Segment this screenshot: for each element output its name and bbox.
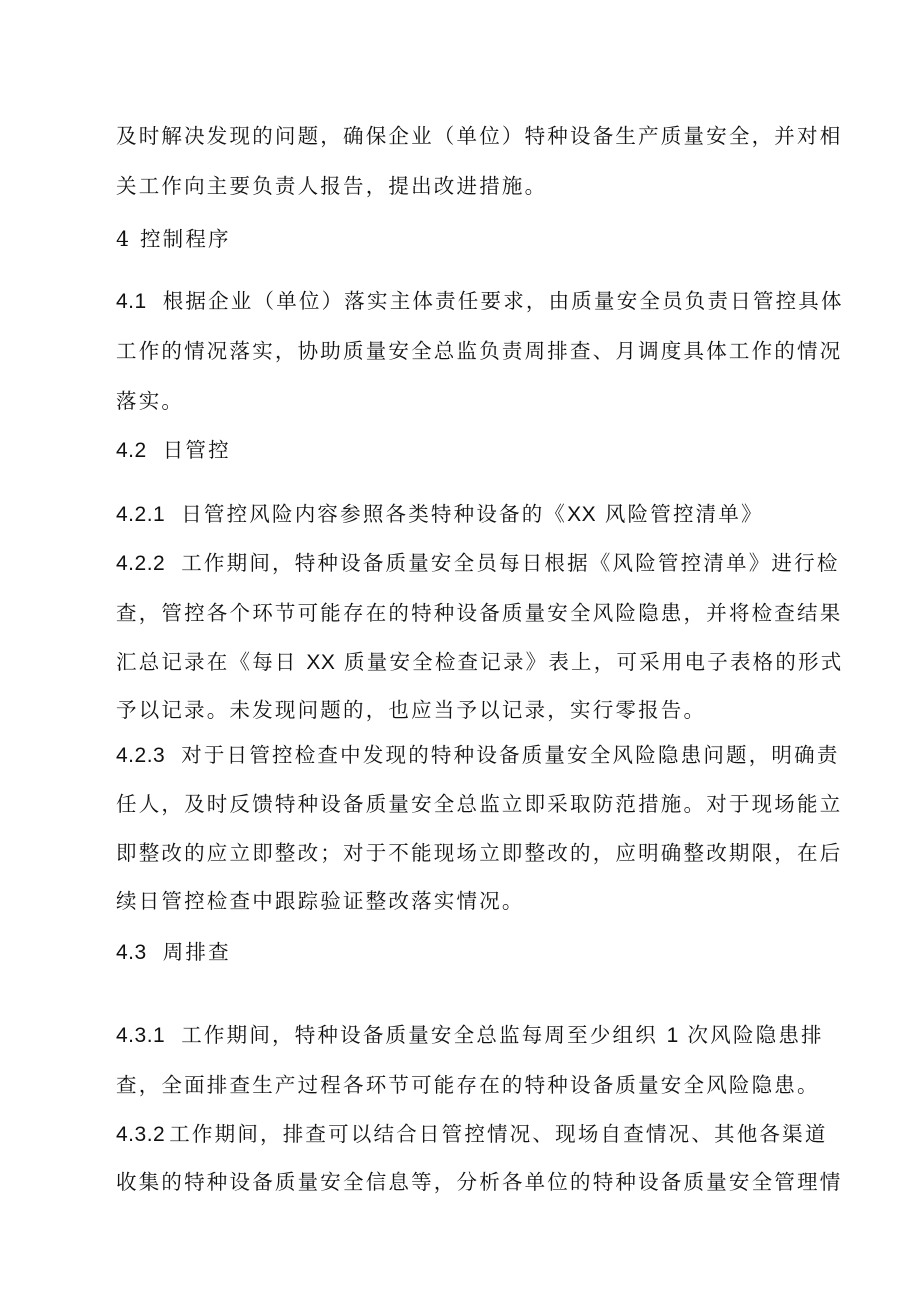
clause-number: 4.2.2 (116, 552, 166, 575)
clause-number: 4.3.1 (116, 1024, 166, 1047)
section-heading-4-3 (116, 942, 231, 963)
text: 任人，及时反馈特种设备质量安全总监立即采取防范措施。对于现场能立 (116, 792, 843, 816)
clause-4-3-2-line-2 (116, 1172, 842, 1193)
text: 工作期间，特种设备质量安全总监每周至少组织 (181, 1023, 667, 1047)
clause-4-1-line-3 (116, 391, 184, 412)
clause-4-2-2-line-1 (116, 553, 840, 574)
clause-4-2-3-line-4 (116, 891, 525, 912)
clause-4-3-2-line-1 (116, 1124, 828, 1145)
text: 日管控风险内容参照各类特种设备的《 (181, 502, 568, 526)
clause-4-2-3-line-3 (116, 843, 842, 864)
section-heading-4-2 (116, 440, 231, 461)
text: 对于日管控检查中发现的特种设备质量安全风险隐患问题，明确责 (181, 743, 840, 767)
text: 汇总记录在《每日 (116, 650, 307, 674)
clause-4-1-line-1 (116, 291, 844, 312)
clause-4-2-2-line-2 (116, 603, 842, 624)
text: 质量安全检查记录》表上，可采用电子表格的形式 (335, 650, 844, 674)
heading-text: 周排查 (162, 940, 231, 964)
text: 及时解决发现的问题，确保企业（单位）特种设备生产质量安全，并对相 (116, 124, 843, 148)
clause-number: 4.1 (116, 290, 147, 313)
clause-4-2-2-line-3 (116, 652, 843, 673)
paragraph-line (116, 176, 547, 197)
text: 予以记录。未发现问题的，也应当予以记录，实行零报告。 (116, 698, 707, 722)
paragraph-line (116, 126, 842, 147)
clause-4-2-1 (116, 504, 764, 525)
clause-4-3-1-line-2 (116, 1075, 820, 1096)
text: 落实。 (116, 389, 185, 413)
text: 收集的特种设备质量安全信息等，分析各单位的特种设备质量安全管理情 (116, 1170, 843, 1194)
clause-4-3-1-line-1 (116, 1025, 824, 1046)
text: 即整改的应立即整改；对于不能现场立即整改的，应明确整改期限，在后 (116, 841, 843, 865)
clause-number: 4.2.1 (116, 503, 166, 526)
text: 风险管控清单》 (596, 502, 764, 526)
text-latin: 1 (666, 1024, 679, 1047)
text: 查，全面排查生产过程各环节可能存在的特种设备质量安全风险隐患。 (116, 1073, 820, 1097)
text: 工作的情况落实，协助质量安全总监负责周排查、月调度具体工作的情况 (116, 339, 843, 363)
clause-4-2-3-line-1 (116, 745, 840, 766)
clause-number: 4.3 (116, 941, 147, 964)
clause-4-2-2-line-4 (116, 700, 706, 721)
text-latin: XX (306, 651, 336, 674)
clause-number: 4.3.2 (116, 1123, 166, 1146)
clause-number: 4.2.3 (116, 744, 166, 767)
text: 查，管控各个环节可能存在的特种设备质量安全风险隐患，并将检查结果 (116, 601, 843, 625)
heading-text: 日管控 (162, 438, 231, 462)
text: 关工作向主要负责人报告，提出改进措施。 (116, 174, 548, 198)
clause-4-2-3-line-2 (116, 794, 842, 815)
text: 续日管控检查中跟踪验证整改落实情况。 (116, 889, 525, 913)
text-latin: XX (567, 503, 597, 526)
clause-number: 4.2 (116, 439, 147, 462)
text: 次风险隐患排 (678, 1023, 824, 1047)
text: 工作期间，排查可以结合日管控情况、现场自查情况、其他各渠道 (169, 1122, 828, 1146)
text: 工作期间，特种设备质量安全员每日根据《风险管控清单》进行检 (181, 551, 840, 575)
text: 根据企业（单位）落实主体责任要求，由质量安全员负责日管控具体 (162, 289, 844, 313)
section-heading-4 (116, 229, 231, 250)
clause-4-1-line-2 (116, 341, 842, 362)
heading-text: 4 控制程序 (116, 227, 231, 251)
